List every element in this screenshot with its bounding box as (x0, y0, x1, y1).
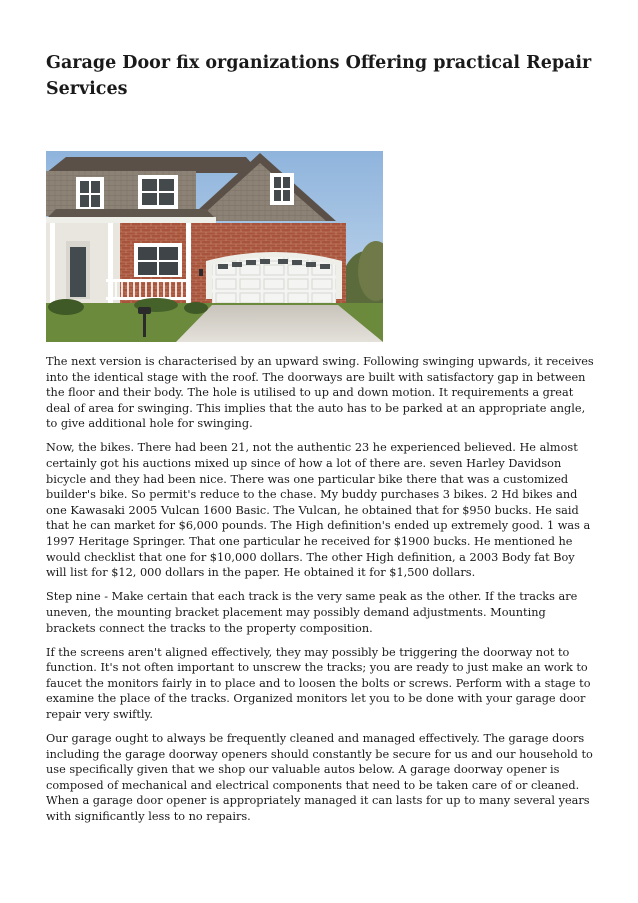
paragraph: Step nine - Make certain that each track is the very same peak as the other. If the tracks are uneven, the mounting bracket placement may possibly demand adjustments. Mounting brackets connect the tracks to the property composition. (46, 590, 578, 635)
paragraph: If the screens aren't aligned effectively, they may possibly be triggering the doorway not to function. It's not often important to unscrew the tracks; you are ready to just make an work to faucet the monitors fairly in to place and to loosen the bolts or screws. Perform with a stage to examine the place of the tracks. Organized monitors let you to be done with your garage door repair very swiftly. (46, 645, 591, 721)
paragraph: The next version is characterised by an upward swing. Following swinging upwards, it receives into the identical stage with the roof. The doorways are built with satisfactory gap in between the floor and their body. The hole is utilised to up and down motion. It requirements a great deal of area for swinging. This implies that the auto has to be parked at an appropriate angle, to give additional hole for swinging. (46, 355, 594, 431)
paragraph: Our garage ought to always be frequently cleaned and managed effectively. The garage doors including the garage doorway openers should constantly be secure for us and our household to use specifically given that we shop our valuable autos below. A garage doorway opener is composed of mechanical and electrical components that need to be taken care of or cleaned. When a garage door opener is appropriately managed it can lasts for up to many several years with significantly less to no repairs. (46, 732, 593, 824)
house-garage-photo (46, 151, 383, 342)
article-body (46, 354, 596, 833)
paragraph: Now, the bikes. There had been 21, not the authentic 23 he experienced believed. He almost certainly got his auctions mixed up since of how a lot of there are. seven Harley Davidson bicycle and they had been nice. There was one particular bike there that was a customized builder's bike. So permit's reduce to the chase. My buddy purchases 3 bikes. 2 Hd bikes and one Kawasaki 2005 Vulcan 1600 Basic. The Vulcan, he obtained that for $950 bucks. He said that he can market for $6,000 pounds. The High definition's ended up extremely good. 1 was a 1997 Heritage Springer. That one particular he received for $1900 bucks. He mentioned he would checklist that one for $10,000 dollars. The other High definition, a 2003 Body fat Boy will list for $12, 000 dollars in the paper. He obtained it for $1,500 dollars. (46, 441, 591, 580)
document-title: Garage Door fix organizations Offering practical Repair Services (46, 53, 592, 99)
